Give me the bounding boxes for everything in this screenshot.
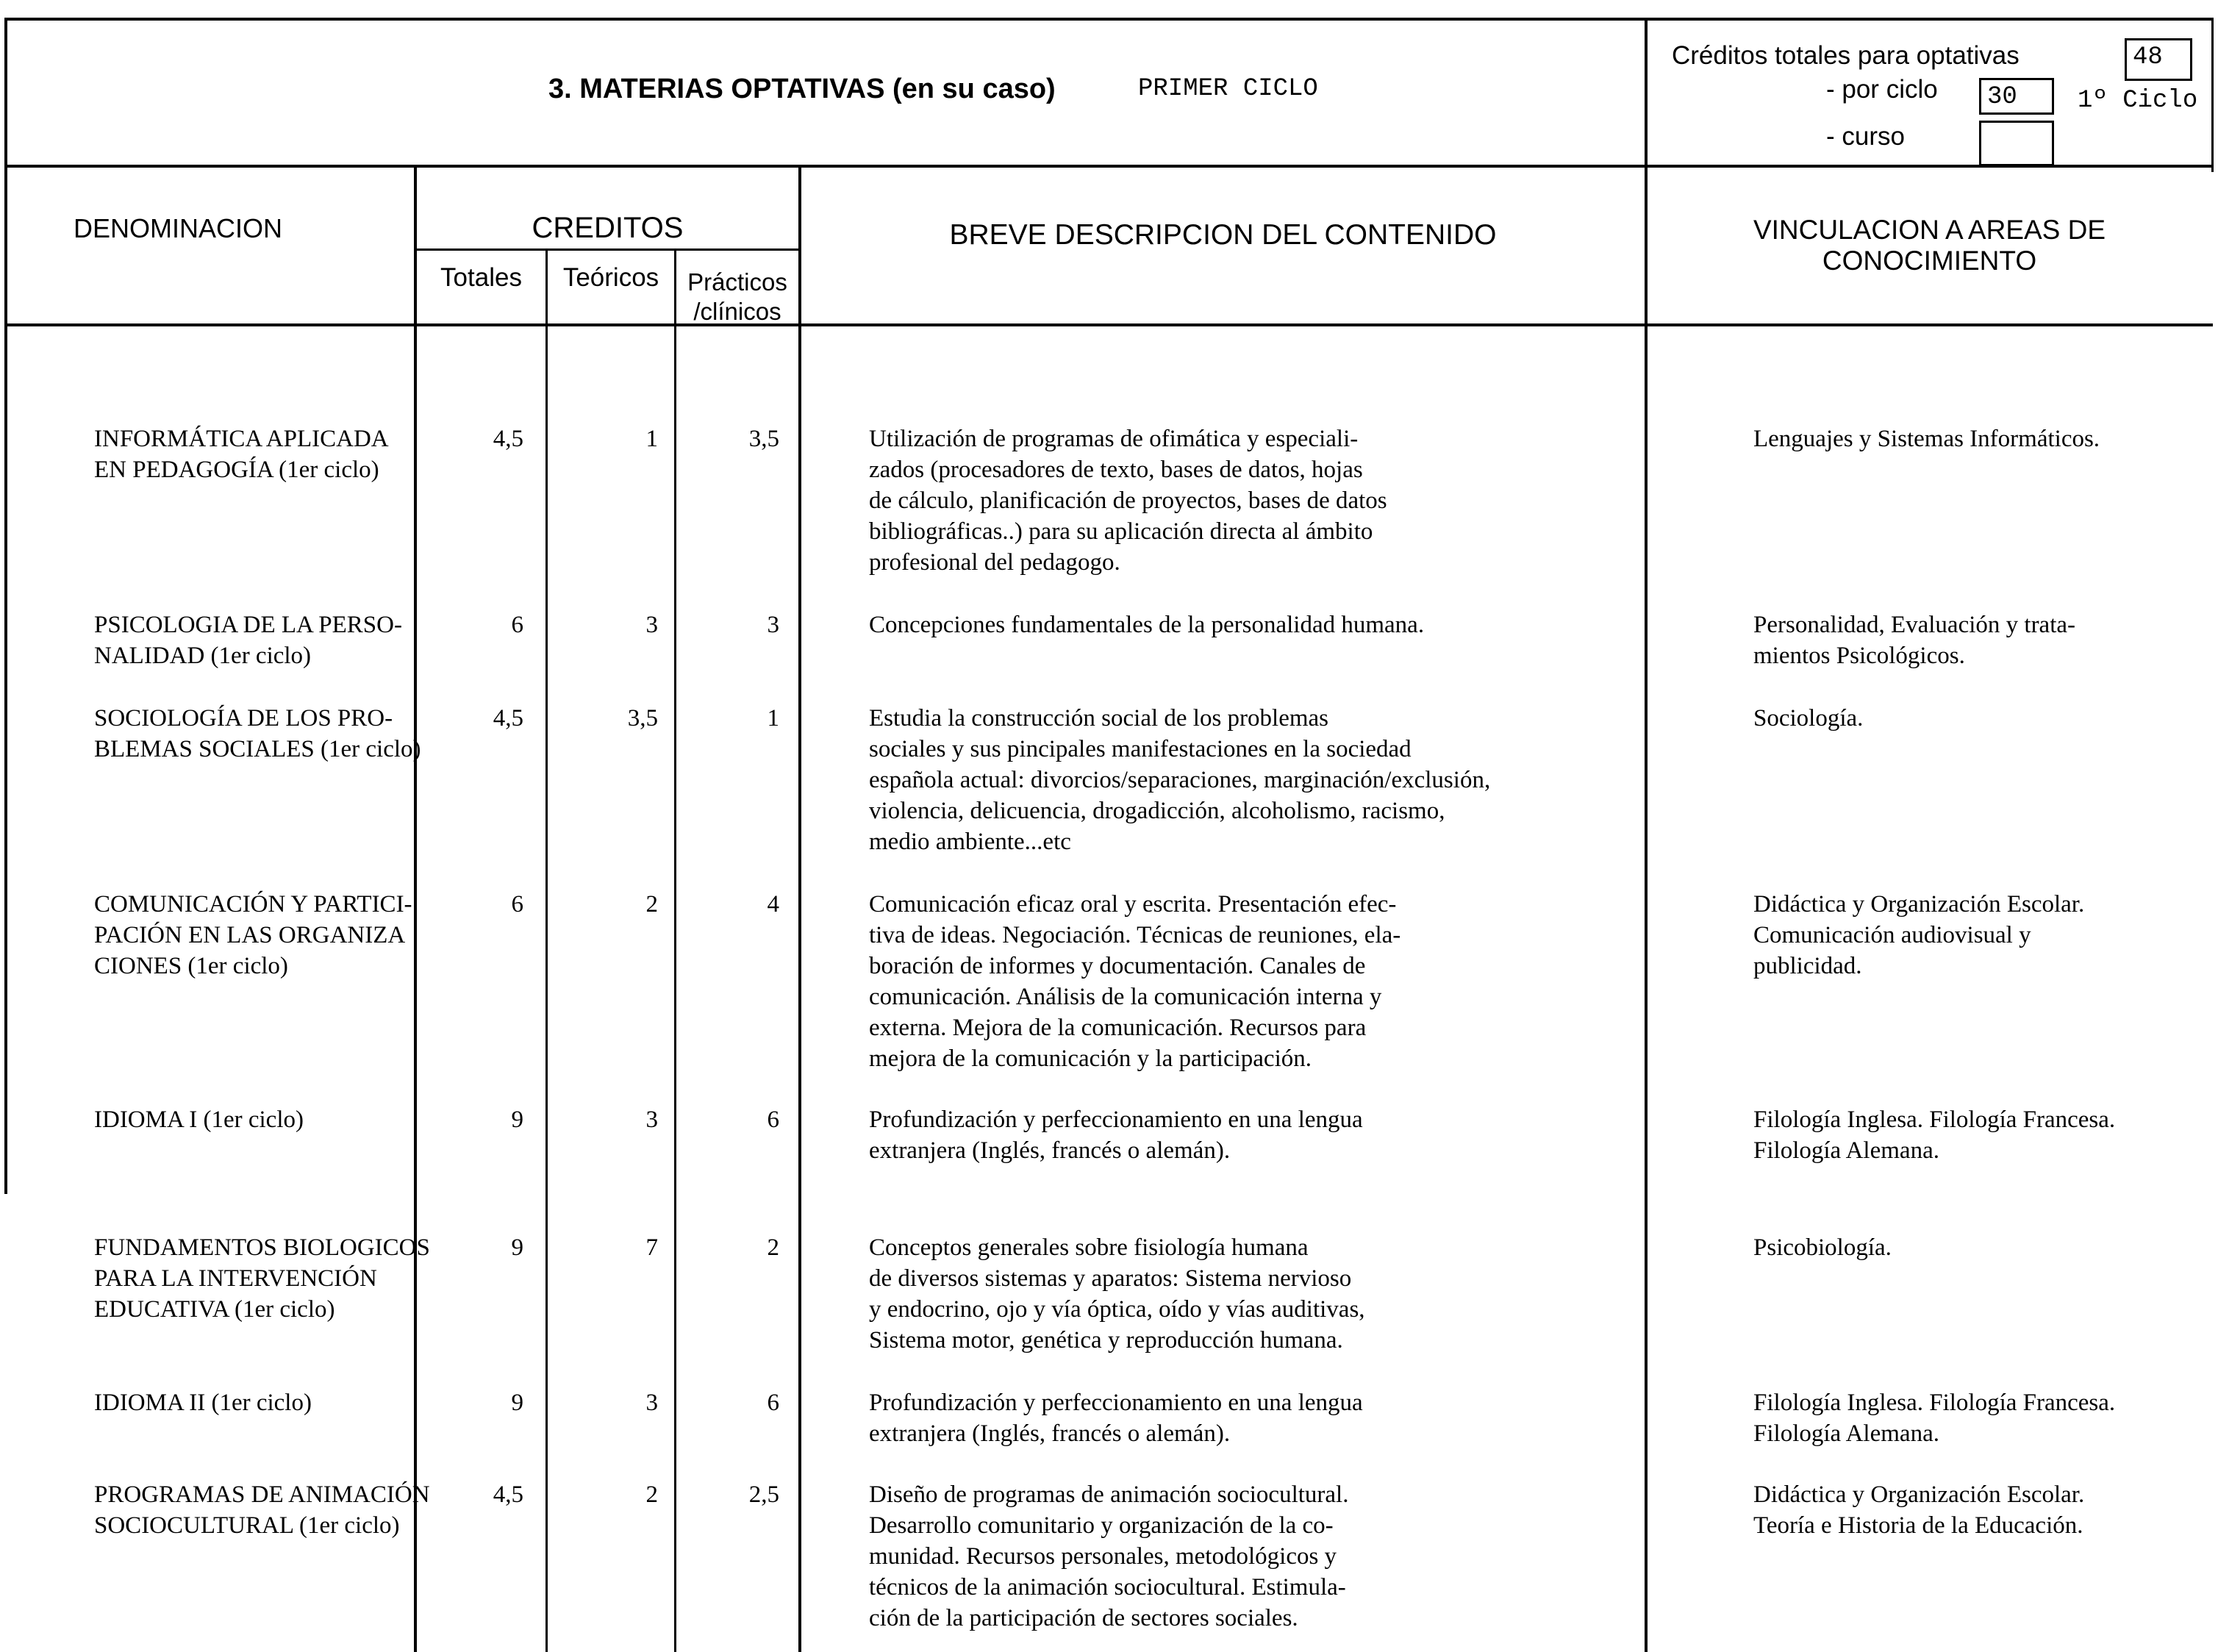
credits-practicos: 6 [767, 1106, 779, 1133]
col-divider-creditos [798, 168, 801, 1652]
section-title: 3. MATERIAS OPTATIVAS (en su caso) [548, 74, 1056, 104]
credits-sub-divider [414, 248, 800, 251]
cycle-label: PRIMER CICLO [1138, 75, 1318, 103]
left-border [4, 18, 7, 1194]
subject-name: IDIOMA II (1er ciclo) [94, 1390, 312, 1416]
col-divider-totales [545, 250, 548, 1652]
credits-totales: 4,5 [493, 426, 523, 452]
subject-name: COMUNICACIÓN Y PARTICI- PACIÓN EN LAS ORGANIZA CIONES (1er ciclo) [94, 891, 412, 979]
subject-name: FUNDAMENTOS BIOLOGICOS PARA LA INTERVENCIÓN EDUCATIVA (1er ciclo) [94, 1234, 430, 1323]
header-bottom-divider [6, 323, 2213, 326]
col-header-totales: Totales [440, 263, 522, 292]
subject-description: Conceptos generales sobre fisiología humana de diversos sistemas y aparatos: Sistema nervioso y endocrino, ojo y vía óptica, oído y vías auditivas, Sistema motor, genética y reproducción humana. [869, 1234, 1365, 1354]
credits-total-value: 48 [2133, 43, 2163, 71]
col-header-creditos: CREDITOS [532, 212, 684, 244]
credits-teoricos: 2 [645, 1481, 658, 1508]
credits-practicos: 6 [767, 1390, 779, 1416]
credits-totales: 6 [511, 612, 523, 638]
credits-totales: 4,5 [493, 705, 523, 732]
credits-practicos: 1 [767, 705, 779, 732]
right-border [2211, 18, 2214, 172]
subject-name: IDIOMA I (1er ciclo) [94, 1106, 304, 1133]
knowledge-areas: Personalidad, Evaluación y trata- mientos Psicológicos. [1753, 612, 2076, 669]
credits-practicos: 2 [767, 1234, 779, 1261]
credits-total-box [2125, 38, 2192, 81]
knowledge-areas: Filología Inglesa. Filología Francesa. Filología Alemana. [1753, 1106, 2116, 1164]
credits-totales: 9 [511, 1234, 523, 1261]
top-border [6, 18, 2213, 21]
col-header-teoricos: Teóricos [562, 263, 659, 292]
subject-description: Profundización y perfeccionamiento en una lengua extranjera (Inglés, francés o alemán). [869, 1106, 1363, 1164]
credits-practicos: 2,5 [748, 1481, 779, 1508]
knowledge-areas: Psicobiología. [1753, 1234, 1892, 1261]
credits-teoricos: 3 [645, 612, 658, 638]
col-header-vinculacion: VINCULACION A AREAS DE CONOCIMIENTO [1753, 215, 2106, 276]
col-header-descripcion: BREVE DESCRIPCION DEL CONTENIDO [949, 219, 1497, 251]
knowledge-areas: Lenguajes y Sistemas Informáticos. [1753, 426, 2100, 452]
subject-description: Comunicación eficaz oral y escrita. Presentación efec- tiva de ideas. Negociación. Técnicas de reuniones, ela- boración de informes y documentación. Canales de comunicación. Análisis de la comunicación interna y externa. Mejora de la comunicación. Recursos para mejora de la comunicación y la participación. [869, 891, 1401, 1072]
credits-teoricos: 3 [645, 1390, 658, 1416]
knowledge-areas: Didáctica y Organización Escolar. Comunicación audiovisual y publicidad. [1753, 891, 2085, 979]
subject-description: Diseño de programas de animación sociocultural. Desarrollo comunitario y organización de la co- munidad. Recursos personales, metodológicos y técnicos de la animación sociocultural. Estimula- ción de la participación de sectores sociales. [869, 1481, 1349, 1631]
credits-totales: 6 [511, 891, 523, 918]
credits-total-label: Créditos totales para optativas [1672, 41, 2020, 70]
per-course-label: - curso [1826, 122, 1905, 151]
subject-name: PSICOLOGIA DE LA PERSO- NALIDAD (1er ciclo) [94, 612, 402, 669]
subject-description: Utilización de programas de ofimática y especiali- zados (procesadores de texto, bases de datos, hojas de cálculo, planificación de proyectos, bases de datos bibliográficas..) para su aplicación directa al ámbito profesional del pedagogo. [869, 426, 1387, 576]
header-divider [6, 165, 2213, 168]
credits-teoricos: 2 [645, 891, 658, 918]
per-cycle-note: 1º Ciclo [2078, 87, 2198, 115]
col-header-denominacion: DENOMINACION [74, 213, 283, 243]
credits-teoricos: 3,5 [627, 705, 658, 732]
per-cycle-label: - por ciclo [1826, 75, 1938, 104]
credits-practicos: 4 [767, 891, 779, 918]
credits-totales: 9 [511, 1106, 523, 1133]
per-course-box [1979, 121, 2054, 166]
credits-practicos: 3 [767, 612, 779, 638]
knowledge-areas: Didáctica y Organización Escolar. Teoría e Historia de la Educación. [1753, 1481, 2085, 1539]
credits-practicos: 3,5 [748, 426, 779, 452]
subject-name: SOCIOLOGÍA DE LOS PRO- BLEMAS SOCIALES (1er ciclo) [94, 705, 421, 762]
col-header-practicos: Prácticos /clínicos [687, 268, 787, 325]
credits-teoricos: 3 [645, 1106, 658, 1133]
credits-totales: 4,5 [493, 1481, 523, 1508]
subject-description: Concepciones fundamentales de la personalidad humana. [869, 612, 1425, 638]
subject-name: INFORMÁTICA APLICADA EN PEDAGOGÍA (1er ciclo) [94, 426, 389, 483]
credits-teoricos: 7 [645, 1234, 658, 1261]
subject-name: PROGRAMAS DE ANIMACIÓN SOCIOCULTURAL (1er ciclo) [94, 1481, 430, 1539]
subject-description: Estudia la construcción social de los problemas sociales y sus pincipales manifestaciones en la sociedad española actual: divorcios/separaciones, marginación/exclusión, violencia, delicuencia, drogadicción, alcoholismo, racismo, medio ambiente...etc [869, 705, 1491, 855]
knowledge-areas: Sociología. [1753, 705, 1864, 732]
credits-totales: 9 [511, 1390, 523, 1416]
col-divider-teoricos [674, 250, 676, 1652]
knowledge-areas: Filología Inglesa. Filología Francesa. Filología Alemana. [1753, 1390, 2116, 1447]
credits-teoricos: 1 [645, 426, 658, 452]
per-cycle-value: 30 [1987, 83, 2017, 111]
subject-description: Profundización y perfeccionamiento en una lengua extranjera (Inglés, francés o alemán). [869, 1390, 1363, 1447]
per-cycle-box [1979, 78, 2054, 115]
